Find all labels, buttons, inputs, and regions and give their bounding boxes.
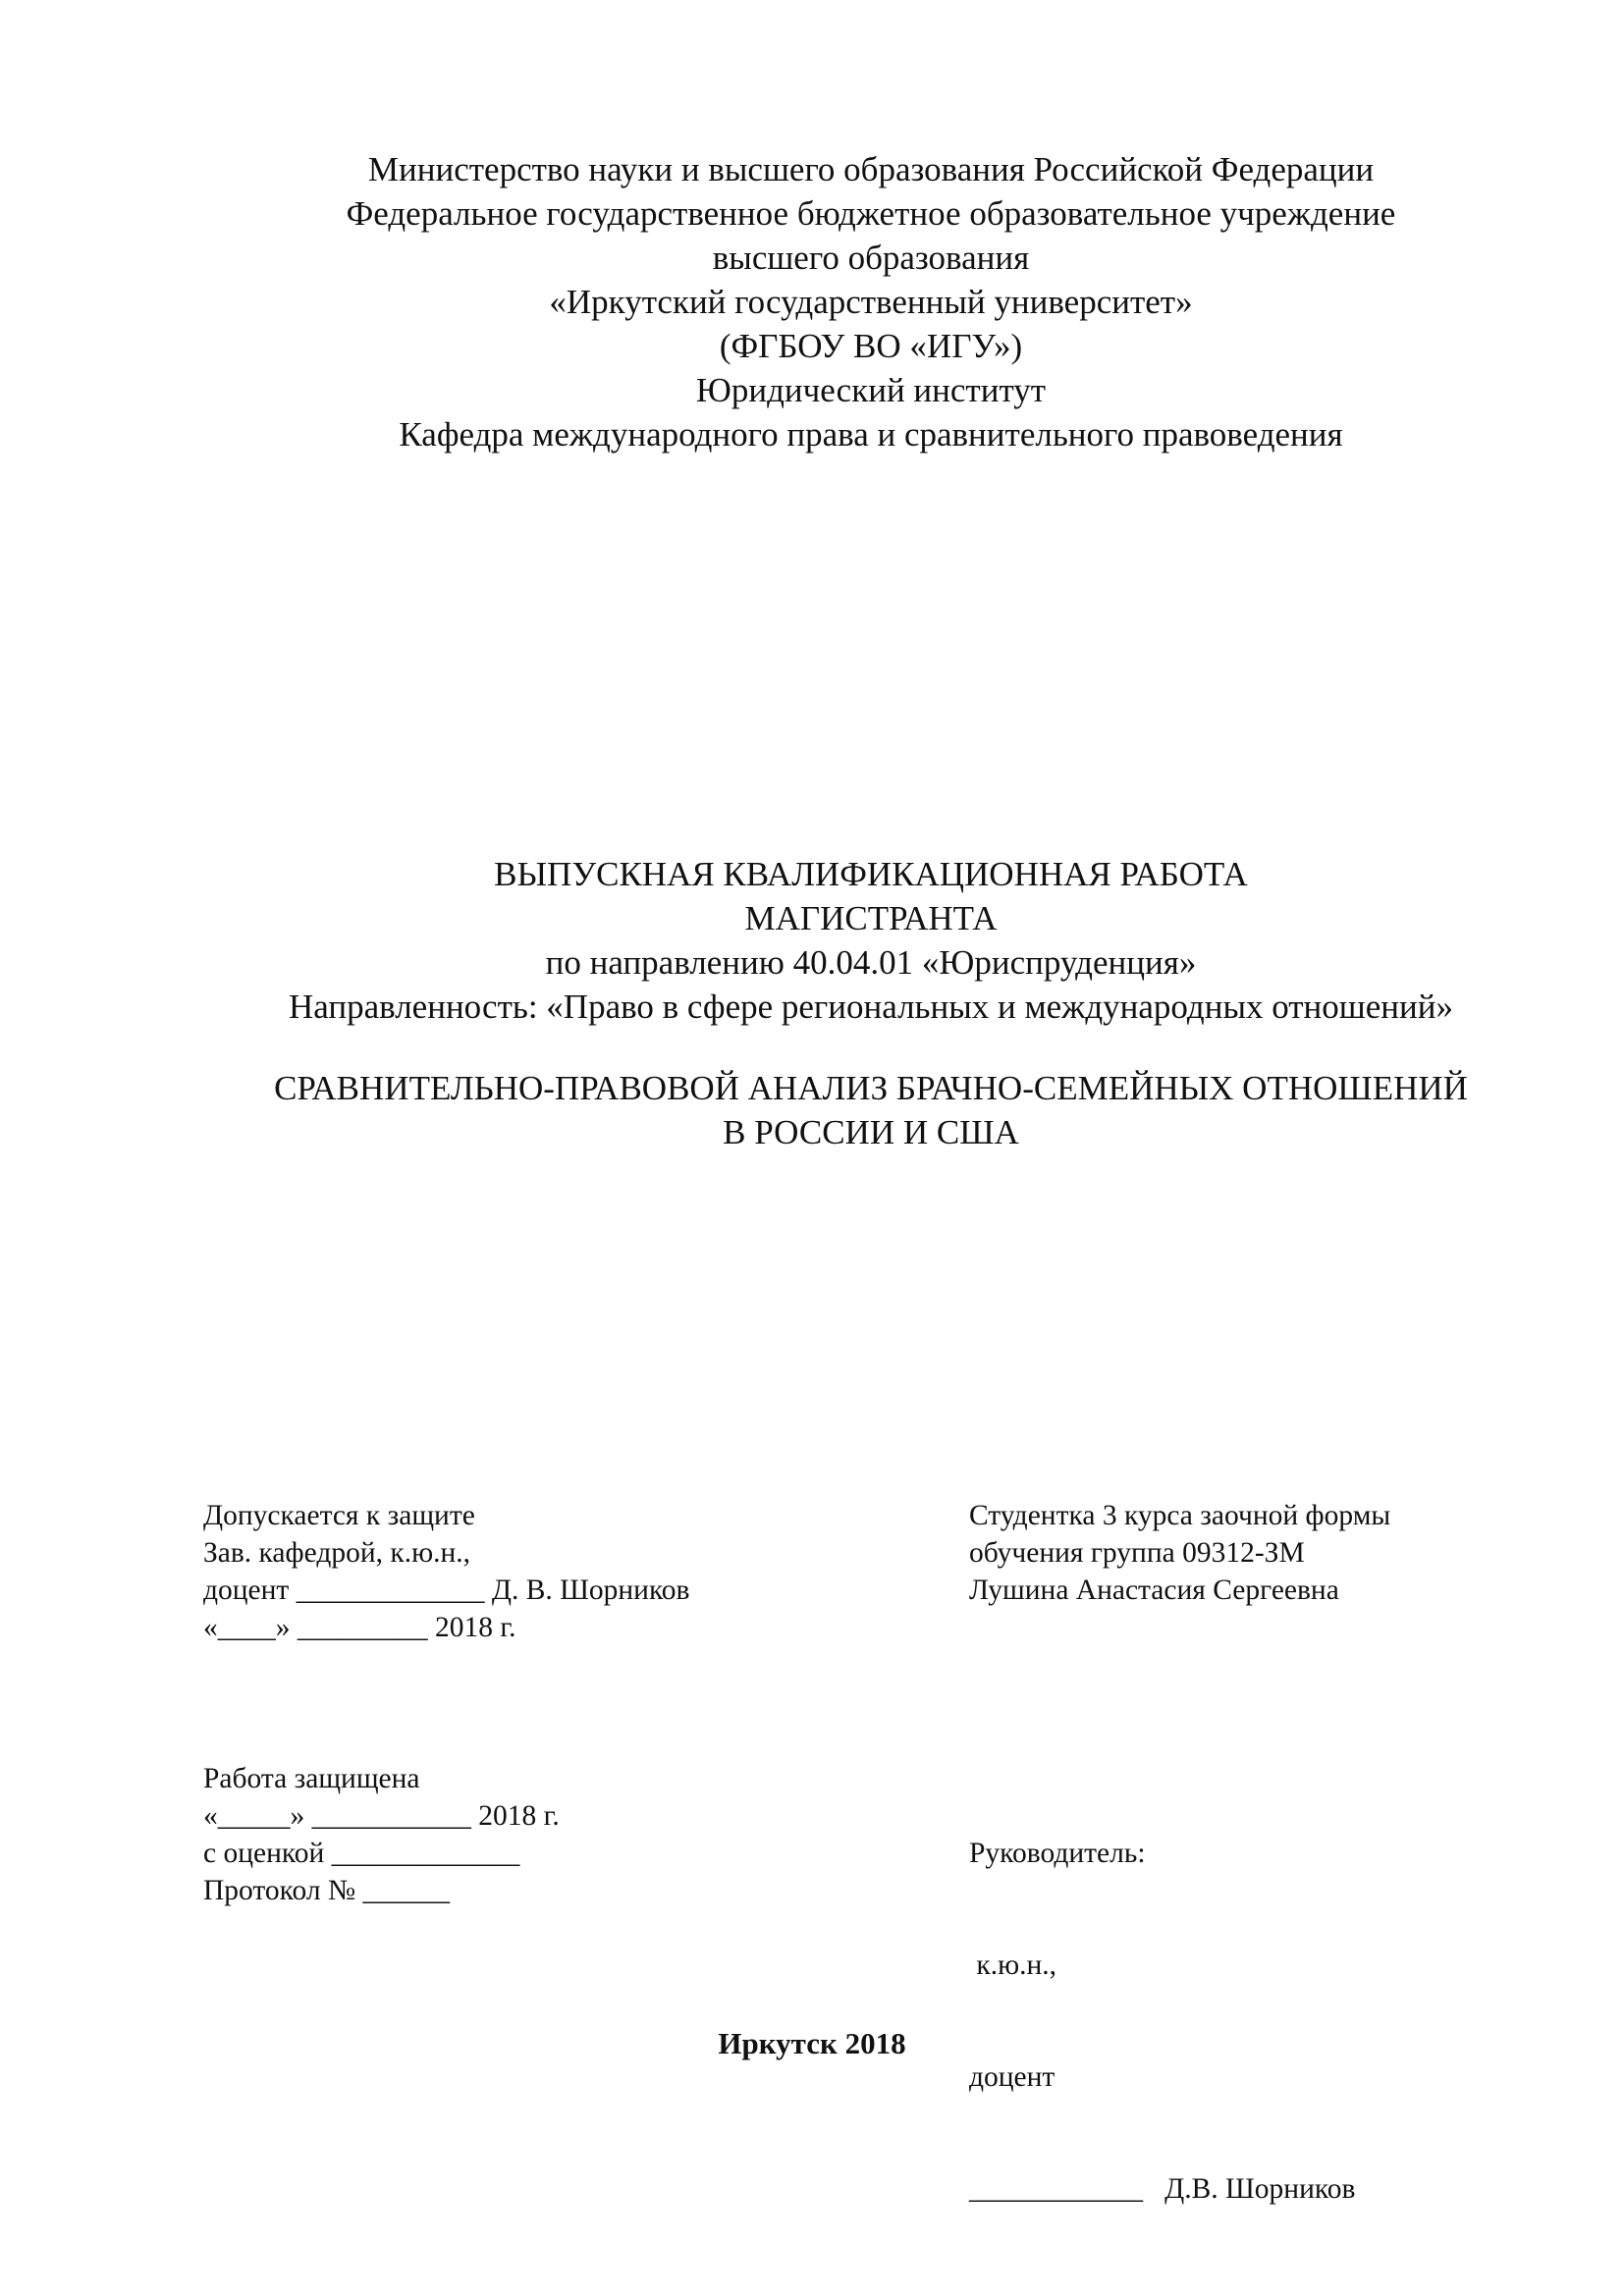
ministry-line: Министерство науки и высшего образования Российской Федерации xyxy=(367,150,1375,188)
supervisor-line-3: доцент xyxy=(969,2061,1056,2093)
student-line-1: Студентка 3 курса заочной формы xyxy=(969,1500,1391,1531)
university-abbr-line: (ФГБОУ ВО «ИГУ») xyxy=(719,327,1023,365)
admission-line-3: доцент _____________ Д. В. Шорников xyxy=(203,1575,690,1606)
topic-line-2: В РОССИИ И США xyxy=(723,1113,1019,1151)
specialization-line: Направленность: «Право в сфере региональных и международных отношений» xyxy=(289,988,1453,1026)
supervisor-block xyxy=(969,1760,1355,2282)
admission-line-1: Допускается к защите xyxy=(203,1500,475,1531)
student-line-3: Лушина Анастасия Сергеевна xyxy=(969,1575,1339,1606)
work-title xyxy=(157,852,1585,1029)
work-type-line: ВЫПУСКНАЯ КВАЛИФИКАЦИОННАЯ РАБОТА xyxy=(494,855,1248,893)
institution-header xyxy=(157,147,1585,456)
topic-line-1: СРАВНИТЕЛЬНО-ПРАВОВОЙ АНАЛИЗ БРАЧНО-СЕМЕЙНЫХ ОТНОШЕНИЙ xyxy=(274,1069,1468,1107)
admission-line-4: «____» _________ 2018 г. xyxy=(203,1612,516,1643)
degree-line: МАГИСТРАНТА xyxy=(744,899,998,937)
department-line: Кафедра международного права и сравнительного правоведения xyxy=(399,415,1343,454)
supervisor-line-2: к.ю.н., xyxy=(969,1949,1057,1981)
defense-line-4: Протокол № ______ xyxy=(203,1875,450,1906)
defense-line-1: Работа защищена xyxy=(203,1763,420,1794)
supervisor-line-1: Руководитель: xyxy=(969,1838,1146,1869)
city-year: Иркутск 2018 xyxy=(718,2026,906,2060)
student-line-2: обучения группа 09312-ЗМ xyxy=(969,1537,1305,1569)
supervisor-line-4: ____________ Д.В. Шорников xyxy=(969,2173,1356,2205)
admission-line-2: Зав. кафедрой, к.ю.н., xyxy=(203,1537,471,1569)
defense-block xyxy=(203,1760,560,1909)
university-name-line: «Иркутский государственный университет» xyxy=(549,283,1193,321)
institute-line: Юридический институт xyxy=(695,371,1047,409)
defense-line-2: «_____» ___________ 2018 г. xyxy=(203,1800,560,1832)
student-block xyxy=(969,1497,1390,1609)
defense-line-3: с оценкой _____________ xyxy=(203,1838,520,1869)
direction-line: по направлению 40.04.01 «Юриспруденция» xyxy=(545,943,1197,982)
institution-type-line: Федеральное государственное бюджетное образовательное учреждение xyxy=(346,194,1396,233)
thesis-topic xyxy=(157,1066,1585,1154)
admission-block xyxy=(203,1497,689,1646)
education-level-line: высшего образования xyxy=(712,239,1030,277)
